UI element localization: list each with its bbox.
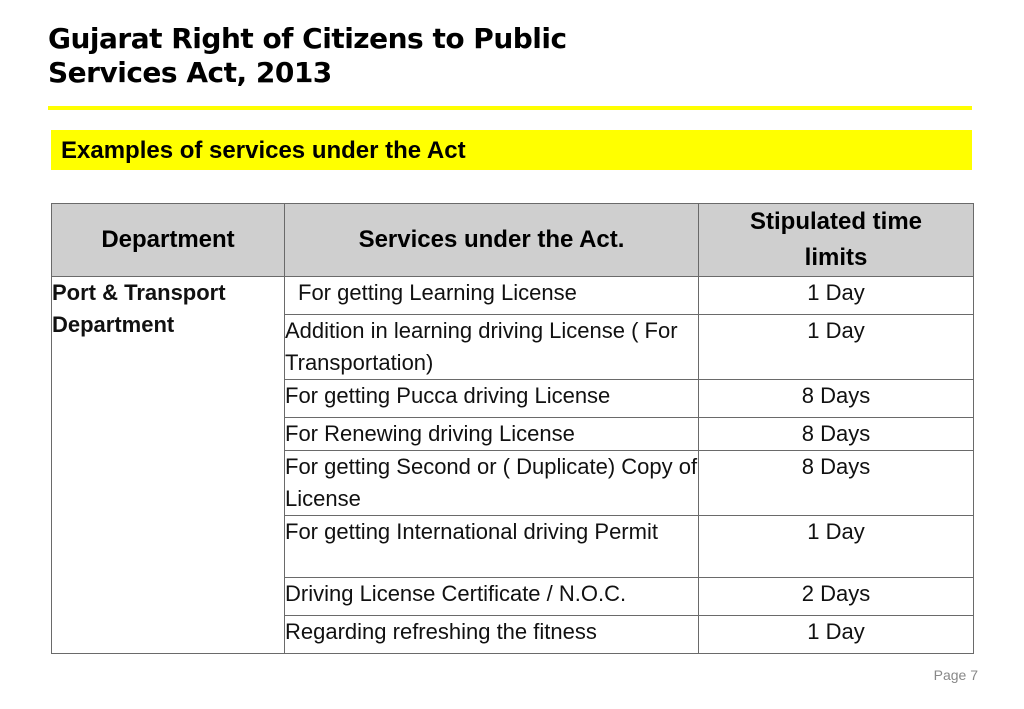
- header-time-line-2: limits: [804, 244, 868, 271]
- department-line-1: Port & Transport: [52, 280, 226, 305]
- header-services: Services under the Act.: [285, 204, 699, 277]
- section-banner: Examples of services under the Act: [51, 130, 972, 170]
- service-cell: For getting Pucca driving License: [285, 380, 699, 418]
- page-title: [48, 22, 567, 90]
- title-line-2: Services Act, 2013: [48, 56, 332, 89]
- time-limit-cell: 1 Day: [699, 277, 974, 315]
- header-department: Department: [52, 204, 285, 277]
- title-line-1: Gujarat Right of Citizens to Public: [48, 22, 567, 55]
- service-cell: For getting International driving Permit: [285, 516, 699, 578]
- page-number: Page 7: [933, 667, 978, 683]
- time-limit-cell: 1 Day: [699, 315, 974, 380]
- time-limit-cell: 8 Days: [699, 380, 974, 418]
- time-limit-cell: 8 Days: [699, 451, 974, 516]
- services-table: [51, 203, 974, 654]
- service-cell: Regarding refreshing the fitness: [285, 616, 699, 654]
- title-underline: [48, 106, 972, 110]
- service-cell: Driving License Certificate / N.O.C.: [285, 578, 699, 616]
- table-row: [52, 277, 974, 315]
- time-limit-cell: 2 Days: [699, 578, 974, 616]
- header-time-line-1: Stipulated time: [749, 208, 923, 235]
- time-limit-cell: 1 Day: [699, 516, 974, 578]
- service-cell: For Renewing driving License: [285, 418, 699, 451]
- service-cell: Addition in learning driving License ( For Transportation): [285, 315, 699, 380]
- department-line-2: Department: [52, 312, 175, 337]
- table-header-row: [52, 204, 974, 277]
- department-cell: [52, 277, 285, 654]
- service-cell: For getting Second or ( Duplicate) Copy of License: [285, 451, 699, 516]
- time-limit-cell: 8 Days: [699, 418, 974, 451]
- header-time-limits: [699, 204, 974, 277]
- service-cell: For getting Learning License: [285, 277, 699, 315]
- time-limit-cell: 1 Day: [699, 616, 974, 654]
